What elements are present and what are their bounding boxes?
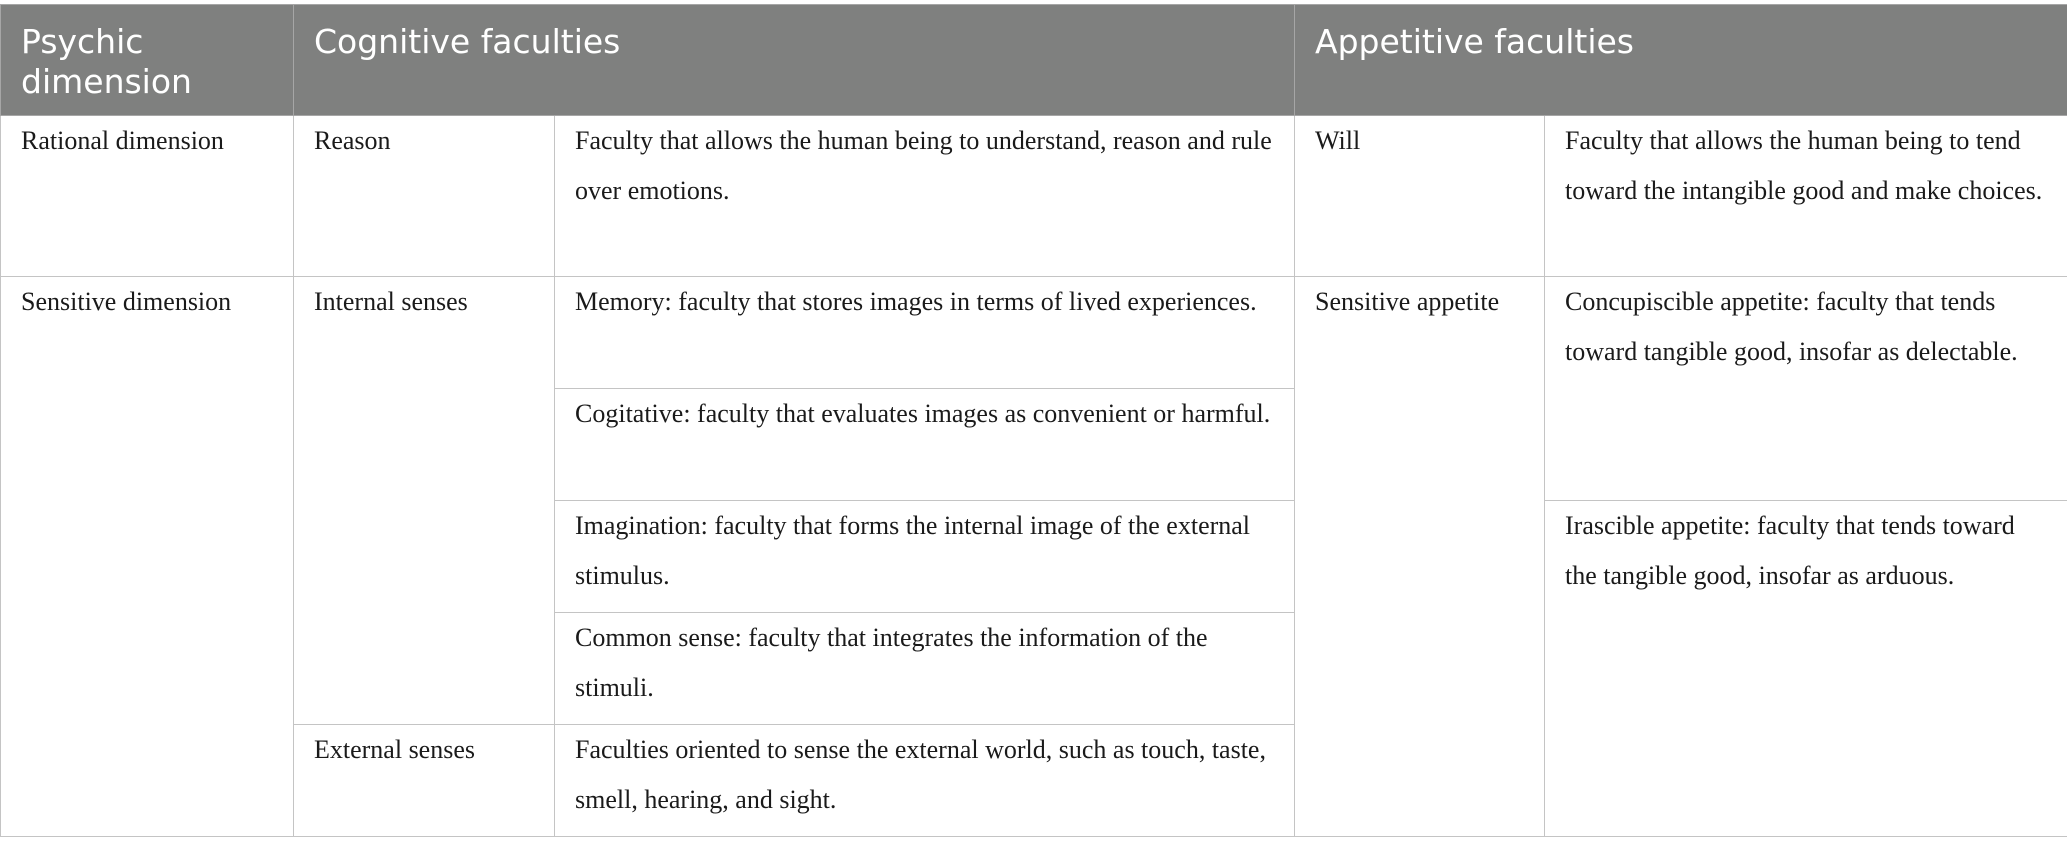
cognitive-faculty-external-senses: External senses xyxy=(294,725,555,837)
cognitive-description-reason: Faculty that allows the human being to understand, reason and rule over emotions. xyxy=(555,116,1295,277)
internal-sense-memory: Memory: faculty that stores images in terms of lived experiences. xyxy=(555,277,1295,389)
header-appetitive-faculties: Appetitive faculties xyxy=(1295,5,2067,116)
appetite-irascible: Irascible appetite: faculty that tends toward the tangible good, insofar as arduous. xyxy=(1545,501,2067,837)
header-row xyxy=(1,5,2067,116)
internal-sense-imagination: Imagination: faculty that forms the internal image of the external stimulus. xyxy=(555,501,1295,613)
appetite-concupiscible: Concupiscible appetite: faculty that tends toward tangible good, insofar as delectable. xyxy=(1545,277,2067,501)
header-psychic-dimension: Psychic dimension xyxy=(1,5,294,116)
appetitive-description-will: Faculty that allows the human being to tend toward the intangible good and make choices. xyxy=(1545,116,2067,277)
internal-sense-common-sense: Common sense: faculty that integrates the information of the stimuli. xyxy=(555,613,1295,725)
cognitive-faculty-internal-senses: Internal senses xyxy=(294,277,555,725)
appetitive-faculty-sensitive-appetite: Sensitive appetite xyxy=(1295,277,1545,837)
table-row-memory xyxy=(1,277,2067,389)
dimension-sensitive: Sensitive dimension xyxy=(1,277,294,837)
header-cognitive-faculties: Cognitive faculties xyxy=(294,5,1295,116)
dimension-rational: Rational dimension xyxy=(1,116,294,277)
internal-sense-cogitative: Cogitative: faculty that evaluates images as convenient or harmful. xyxy=(555,389,1295,501)
cognitive-faculty-reason: Reason xyxy=(294,116,555,277)
appetitive-faculty-will: Will xyxy=(1295,116,1545,277)
external-senses-description: Faculties oriented to sense the external world, such as touch, taste, smell, hearing, and sight. xyxy=(555,725,1295,837)
table-row-rational xyxy=(1,116,2067,277)
faculties-table xyxy=(0,4,2067,837)
